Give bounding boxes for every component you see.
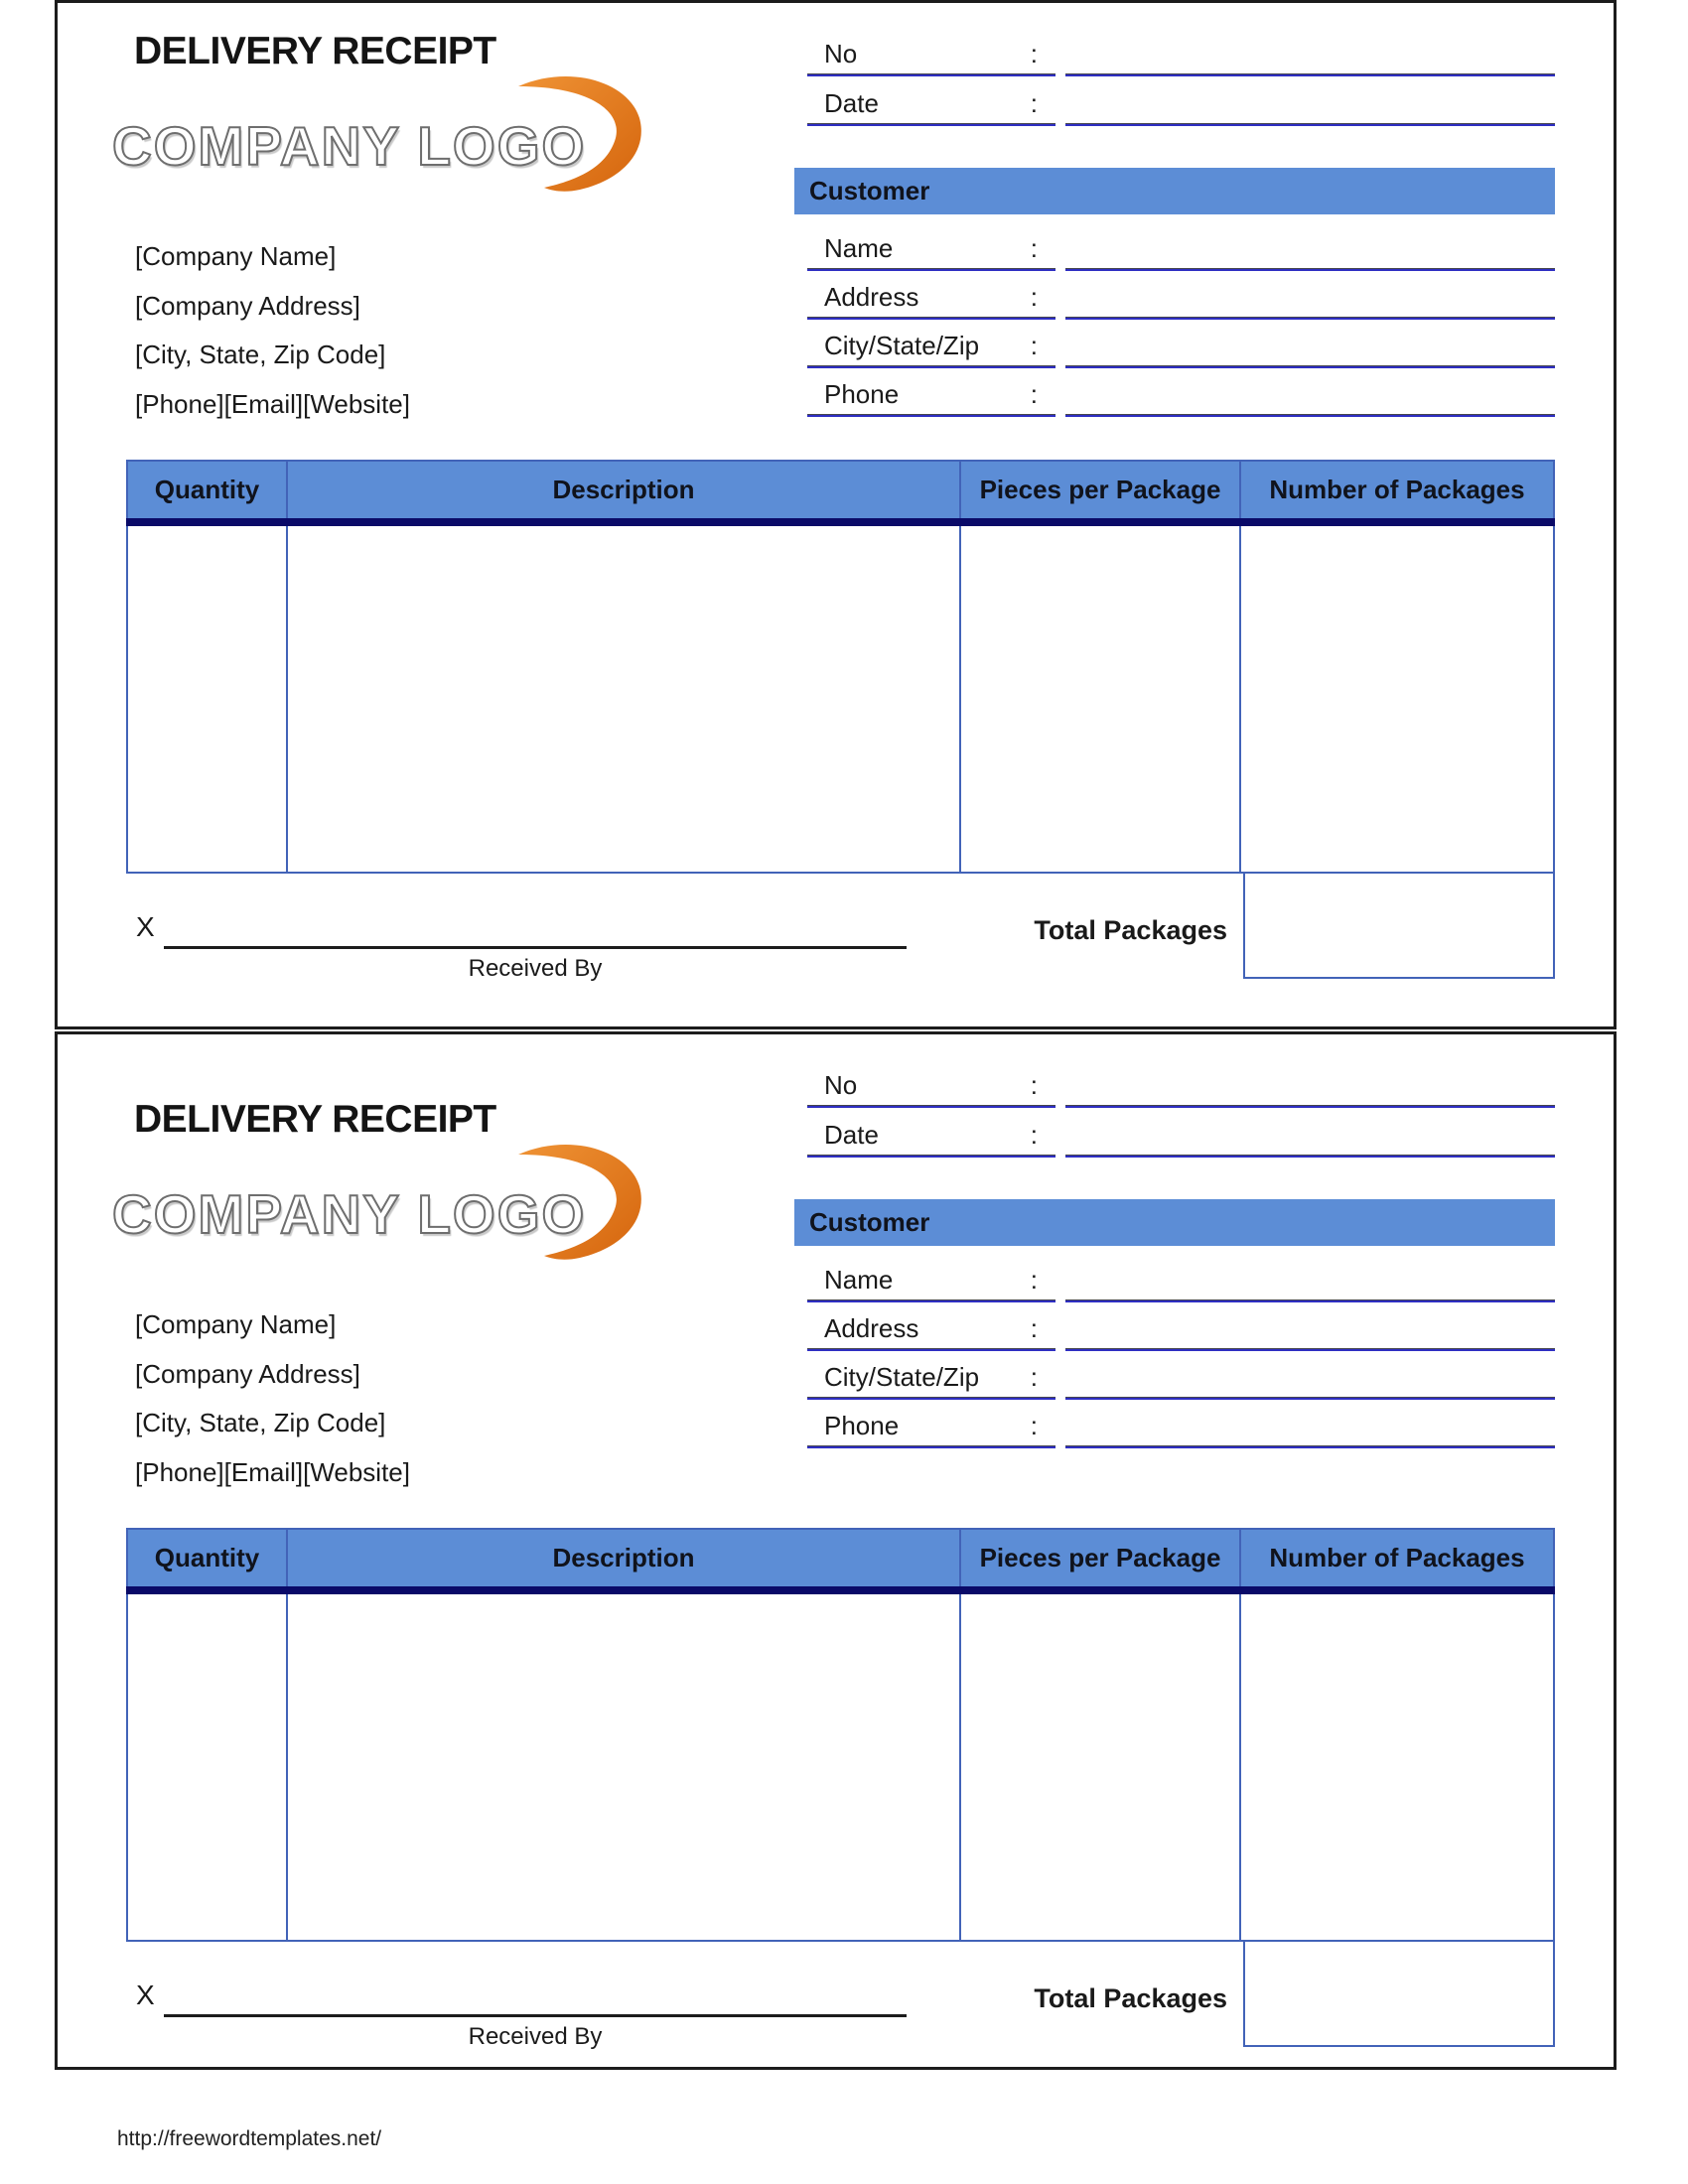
date-label: Date (824, 88, 879, 118)
table-footer-row (126, 874, 1555, 982)
company-city-placeholder: [City, State, Zip Code] (135, 340, 386, 369)
field-row-citystatezip (794, 1349, 1555, 1398)
address-label-cell (807, 1300, 1055, 1349)
items-table-row (126, 1594, 1555, 1942)
receipt-header-area (58, 3, 1614, 429)
citystatezip-label-cell (807, 1349, 1055, 1398)
phone-value-line[interactable] (1065, 366, 1555, 415)
address-value-line[interactable] (1065, 269, 1555, 318)
signature-x-mark: X (136, 1979, 155, 2010)
date-label-cell (807, 74, 1055, 124)
total-packages-box[interactable] (1243, 1942, 1555, 2047)
field-row-date (794, 74, 1555, 124)
company-logo-text: COMPANY LOGO (112, 1183, 587, 1245)
signature-line[interactable] (164, 2014, 907, 2017)
signature-area (126, 874, 1243, 982)
colon: : (1030, 1313, 1038, 1343)
company-contact-placeholder: [Phone][Email][Website] (135, 388, 410, 419)
received-by-caption: Received By (468, 955, 603, 982)
phone-value-line[interactable] (1065, 1398, 1555, 1446)
col-header-description: Description (288, 1530, 961, 1586)
header-divider-bar (126, 518, 1555, 526)
citystatezip-label-cell (807, 318, 1055, 366)
name-value-line[interactable] (1065, 1252, 1555, 1300)
date-value-line[interactable] (1065, 1106, 1555, 1156)
field-row-address (794, 269, 1555, 318)
items-table-header (126, 460, 1555, 518)
no-label-cell (807, 1056, 1055, 1106)
items-table-header (126, 1528, 1555, 1586)
total-packages-label: Total Packages (1034, 915, 1227, 945)
delivery-receipt-section-2 (55, 1031, 1617, 2070)
customer-section-header (794, 168, 1555, 214)
cell-quantity[interactable] (128, 526, 288, 872)
address-label: Address (824, 282, 919, 312)
col-header-pieces-per-package: Pieces per Package (961, 462, 1241, 518)
citystatezip-label: City/State/Zip (824, 1362, 980, 1392)
field-row-no (794, 25, 1555, 74)
field-row-citystatezip (794, 318, 1555, 366)
company-city-placeholder: [City, State, Zip Code] (135, 1408, 386, 1437)
field-row-phone (794, 1398, 1555, 1446)
col-header-number-of-packages: Number of Packages (1269, 475, 1525, 504)
fields-column (794, 3, 1555, 429)
page-title: DELIVERY RECEIPT (134, 30, 496, 72)
citystatezip-label: City/State/Zip (824, 331, 980, 360)
cell-description[interactable] (288, 526, 961, 872)
colon: : (1030, 1411, 1038, 1440)
name-label: Name (824, 233, 894, 263)
field-row-phone (794, 366, 1555, 415)
table-footer-row (126, 1942, 1555, 2050)
colon: : (1030, 233, 1038, 263)
company-contact-placeholder: [Phone][Email][Website] (135, 1456, 410, 1487)
page-title: DELIVERY RECEIPT (134, 1098, 496, 1141)
company-info-block (135, 1300, 753, 1497)
items-table-row (126, 526, 1555, 874)
colon: : (1030, 331, 1038, 360)
field-row-address (794, 1300, 1555, 1349)
citystatezip-value-line[interactable] (1065, 1349, 1555, 1398)
no-value-line[interactable] (1065, 1056, 1555, 1106)
colon: : (1030, 282, 1038, 312)
signature-line[interactable] (164, 946, 907, 949)
field-row-date (794, 1106, 1555, 1156)
total-packages-box[interactable] (1243, 874, 1555, 979)
date-value-line[interactable] (1065, 74, 1555, 124)
company-info-block (135, 232, 753, 429)
field-row-no (794, 1056, 1555, 1106)
address-label-cell (807, 269, 1055, 318)
col-header-number-of-packages: Number of Packages (1269, 1543, 1525, 1572)
delivery-receipt-section-1 (55, 0, 1617, 1029)
colon: : (1030, 1362, 1038, 1392)
field-row-name (794, 1252, 1555, 1300)
cell-pieces-per-package[interactable] (961, 526, 1241, 872)
signature-x-mark: X (136, 911, 155, 942)
header-divider-bar (126, 1586, 1555, 1594)
company-name-placeholder: [Company Name] (135, 241, 337, 271)
company-name-placeholder: [Company Name] (135, 1309, 337, 1339)
name-label-cell (807, 220, 1055, 269)
company-logo-text: COMPANY LOGO (112, 115, 587, 177)
colon: : (1030, 1265, 1038, 1295)
colon: : (1030, 88, 1038, 118)
colon: : (1030, 39, 1038, 68)
name-value-line[interactable] (1065, 220, 1555, 269)
colon: : (1030, 379, 1038, 409)
cell-number-of-packages[interactable] (1241, 1594, 1553, 1940)
company-address-placeholder: [Company Address] (135, 290, 360, 321)
customer-section-header (794, 1199, 1555, 1246)
items-table (126, 1528, 1555, 2050)
no-value-line[interactable] (1065, 25, 1555, 74)
fields-column (794, 1034, 1555, 1497)
name-label: Name (824, 1265, 894, 1295)
colon: : (1030, 1070, 1038, 1100)
signature-area (126, 1942, 1243, 2050)
address-value-line[interactable] (1065, 1300, 1555, 1349)
col-header-pieces-per-package: Pieces per Package (961, 1530, 1241, 1586)
address-label: Address (824, 1313, 919, 1343)
customer-section-title: Customer (809, 1207, 930, 1237)
cell-description[interactable] (288, 1594, 961, 1940)
col-header-quantity: Quantity (128, 462, 288, 518)
footer-template-url[interactable]: http://freewordtemplates.net/ (117, 2127, 382, 2150)
company-column (112, 3, 753, 429)
phone-label-cell (807, 366, 1055, 415)
company-logo (112, 1151, 753, 1255)
col-header-description: Description (288, 462, 961, 518)
date-label-cell (807, 1106, 1055, 1156)
col-header-quantity: Quantity (128, 1530, 288, 1586)
company-logo (112, 82, 753, 187)
colon: : (1030, 1120, 1038, 1150)
phone-label: Phone (824, 379, 900, 409)
received-by-caption: Received By (468, 2023, 603, 2050)
customer-section-title: Customer (809, 176, 930, 205)
items-table (126, 460, 1555, 982)
company-column (112, 1034, 753, 1497)
no-label-cell (807, 25, 1055, 74)
field-row-name (794, 220, 1555, 269)
total-packages-label: Total Packages (1034, 1983, 1227, 2013)
cell-number-of-packages[interactable] (1241, 526, 1553, 872)
cell-quantity[interactable] (128, 1594, 288, 1940)
no-label: No (824, 1070, 858, 1100)
name-label-cell (807, 1252, 1055, 1300)
phone-label-cell (807, 1398, 1055, 1446)
date-label: Date (824, 1120, 879, 1150)
company-address-placeholder: [Company Address] (135, 1358, 360, 1389)
cell-pieces-per-package[interactable] (961, 1594, 1241, 1940)
receipt-header-area (58, 1034, 1614, 1497)
citystatezip-value-line[interactable] (1065, 318, 1555, 366)
phone-label: Phone (824, 1411, 900, 1440)
no-label: No (824, 39, 858, 68)
